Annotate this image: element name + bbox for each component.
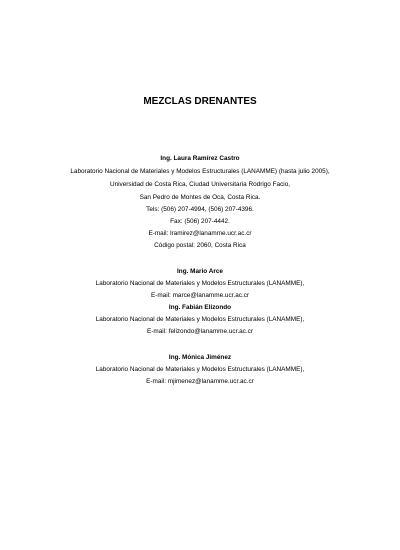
author-1-postal-code: Código postal: 2060, Costa Rica <box>154 242 246 249</box>
author-4-affiliation: Laboratorio Nacional de Materiales y Modelos Estructurales (LANAMME), <box>95 366 305 373</box>
author-1-university: Universidad de Costa Rica, Ciudad Universitaria Rodrigo Facio, <box>109 181 291 188</box>
author-2-email: E-mail: marce@lanamme.ucr.ac.cr <box>150 292 250 299</box>
author-3-affiliation: Laboratorio Nacional de Materiales y Modelos Estructurales (LANAMME), <box>95 316 305 323</box>
author-1-name: Ing. Laura Ramírez Castro <box>160 155 240 162</box>
author-4-email: E-mail: mjimenez@lanamme.ucr.ac.cr <box>146 378 254 385</box>
author-2-affiliation: Laboratorio Nacional de Materiales y Modelos Estructurales (LANAMME), <box>95 280 305 287</box>
author-1-location: San Pedro de Montes de Oca, Costa Rica. <box>139 194 261 201</box>
author-1-email: E-mail: lramirez@lanamme.ucr.ac.cr <box>148 230 252 237</box>
author-3-email: E-mail: felizondo@lanamme.ucr.ac.cr <box>147 328 253 335</box>
author-3-name: Ing. Fabián Elizondo <box>168 304 232 311</box>
author-1-affiliation: Laboratorio Nacional de Materiales y Modelos Estructurales (LANAMME) (hasta julio 2005), <box>70 168 330 175</box>
document-title: MEZCLAS DRENANTES <box>143 96 257 107</box>
author-1-phones: Tels: (506) 207-4994, (506) 207-4396. <box>146 206 254 213</box>
author-4-name: Ing. Mónica Jiménez <box>168 354 232 361</box>
author-2-name: Ing. Mario Arce <box>177 268 223 275</box>
author-1-fax: Fax: (506) 207-4442. <box>170 218 230 225</box>
